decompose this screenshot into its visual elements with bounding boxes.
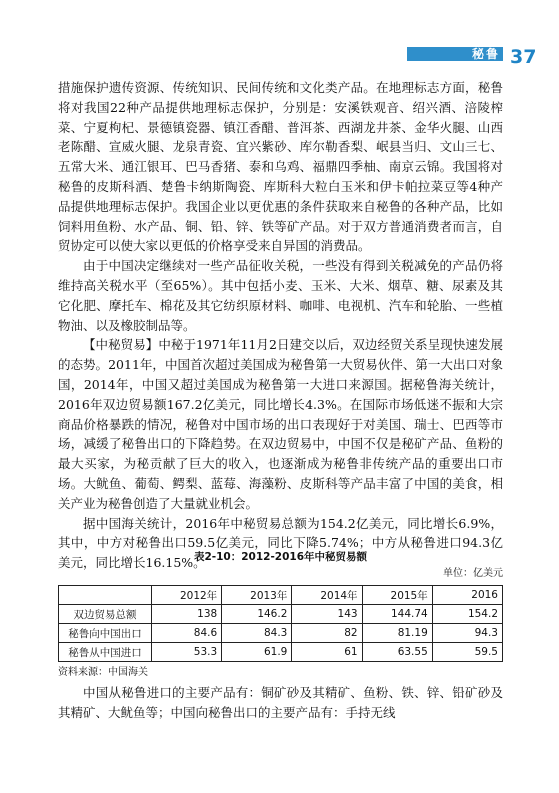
table-row: [59, 624, 503, 643]
table-cell: 61: [292, 643, 362, 662]
trade-table: [58, 585, 503, 662]
table-row: [59, 605, 503, 624]
column-header: 2014年: [292, 586, 362, 605]
column-header: [59, 586, 152, 605]
column-header: 2013年: [222, 586, 292, 605]
paragraph: 措施保护遗传资源、传统知识、民间传统和文化类产品。在地理标志方面，秘鲁将对我国22种产品提供地理标志保护，分别是：安溪铁观音、绍兴酒、涪陵榨菜、宁夏枸杞、景德镇瓷器、镇江香醋、普洱茶、西湖龙井茶、金华火腿、山西老陈醋、宣威火腿、龙泉青瓷、宜兴紫砂、库尔勒香梨、岷县当归、文山三七、五常大米、通江银耳、巴马香猪、泰和乌鸡、福鼎四季柚、南京云锦。我国将对秘鲁的皮斯科酒、楚鲁卡纳斯陶瓷、库斯科大粒白玉米和伊卡帕拉菜豆等4种产品提供地理标志保护。我国企业以更优惠的条件获取来自秘鲁的各种产品，比如饲料用鱼粉、水产品、铜、铅、锌、铁等矿产品。对于双方普通消费者而言，自贸协定可以使大家以更低的价格享受来自异国的消费品。: [58, 80, 503, 254]
paragraph: 据中国海关统计，2016年中秘贸易总额为154.2亿美元，同比增长6.9%，其中，中方对秘鲁出口59.5亿美元，同比下降5.74%；中方从秘鲁进口94.3亿美元，同比增长16.15%。: [58, 515, 503, 571]
row-label: 双边贸易总额: [59, 605, 152, 624]
table-cell: 59.5: [432, 643, 502, 662]
paragraph: 由于中国决定继续对一些产品征收关税，一些没有得到关税减免的产品仍将维持高关税水平（至65%）。其中包括小麦、玉米、大米、烟草、糖、尿素及其它化肥、摩托车、棉花及其它纺织原材料、咖啡、电视机、汽车和轮胎、一些植物油、以及橡胶制品等。: [58, 258, 503, 333]
paragraph: 中国从秘鲁进口的主要产品有：铜矿砂及其精矿、鱼粉、铁、锌、铅矿砂及其精矿、大鱿鱼等；中国向秘鲁出口的主要产品有：手持无线: [58, 685, 503, 720]
table-cell: 63.55: [362, 643, 432, 662]
body-text-continued: [58, 683, 503, 723]
table-cell: 138: [152, 605, 222, 624]
table-cell: 143: [292, 605, 362, 624]
row-label: 秘鲁向中国出口: [59, 624, 152, 643]
table-source: 资料来源：中国海关: [58, 667, 148, 678]
table-cell: 94.3: [432, 624, 502, 643]
body-text: [58, 78, 503, 573]
paragraph: 【中秘贸易】中秘于1971年11月2日建交以后，双边经贸关系呈现快速发展的态势。2011年，中国首次超过美国成为秘鲁第一大贸易伙伴、第一大出口对象国，2014年，中国又超过美国成为秘鲁第一大进口来源国。据秘鲁海关统计，2016年双边贸易额167.2亿美元，同比增长4.3%。在国际市场低迷不振和大宗商品价格暴跌的情况，秘鲁对中国市场的出口表现好于对美国、瑞士、巴西等市场，减缓了秘鲁出口的下降趋势。在双边贸易中，中国不仅是秘矿产品、鱼粉的最大买家，为秘贡献了巨大的收入，也逐渐成为秘鲁非传统产品的重要出口市场。大鱿鱼、葡萄、鳄梨、蓝莓、海藻粉、皮斯科等产品丰富了中国的美食，相关产业为秘鲁创造了大量就业机会。: [58, 337, 503, 511]
table-cell: 84.3: [222, 624, 292, 643]
table-cell: 154.2: [432, 605, 502, 624]
table-title: 表2-10：2012-2016年中秘贸易额: [193, 551, 368, 563]
table-cell: 81.19: [362, 624, 432, 643]
page-number: 37: [510, 46, 537, 68]
table-cell: 61.9: [222, 643, 292, 662]
column-header: 2015年: [362, 586, 432, 605]
section-title: 秘鲁: [471, 47, 500, 61]
column-header: 2016: [432, 586, 502, 605]
row-label: 秘鲁从中国进口: [59, 643, 152, 662]
column-header: 2012年: [152, 586, 222, 605]
table-row: [59, 643, 503, 662]
table-cell: 144.74: [362, 605, 432, 624]
table-cell: 84.6: [152, 624, 222, 643]
table-unit: 单位：亿美元: [443, 568, 503, 579]
table-cell: 82: [292, 624, 362, 643]
table-cell: 146.2: [222, 605, 292, 624]
table-cell: 53.3: [152, 643, 222, 662]
table-header-row: [59, 586, 503, 605]
